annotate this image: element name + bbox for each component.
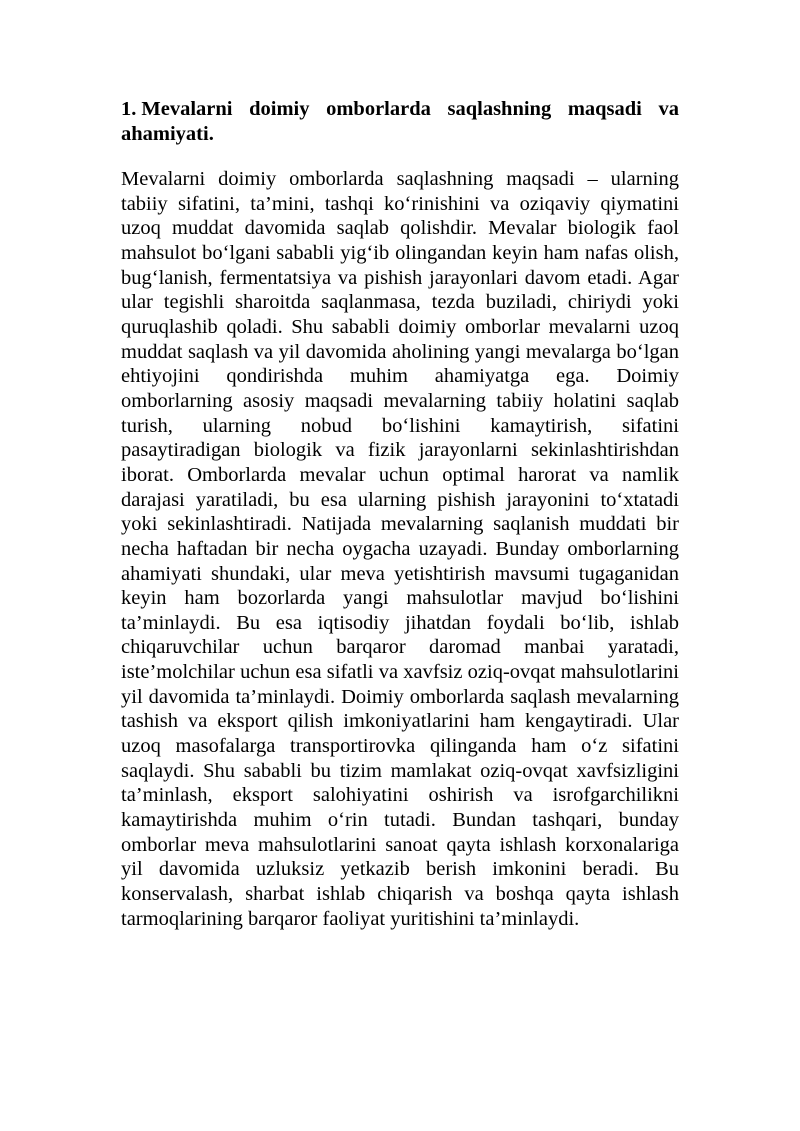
section-number: 1.	[121, 98, 137, 120]
document-content	[121, 97, 679, 931]
section-title: Mevalarni doimiy omborlarda saqlashning maqsadi va ahamiyati.	[121, 98, 679, 145]
section-heading	[121, 97, 679, 147]
body-paragraph: Mevalarni doimiy omborlarda saqlashning maqsadi – ularning tabiiy sifatini, ta’mini, tashqi ko‘rinishini va oziqaviy qiymatini uzoq muddat davomida saqlab qolishdir. Mevalar biologik faol mahsulot bo‘lgani sababli yig‘ib olingandan keyin ham nafas olish, bug‘lanish, fermentatsiya va pishish jarayonlari davom etadi. Agar ular tegishli sharoitda saqlanmasa, tezda buziladi, chiriydi yoki quruqlashib qoladi. Shu sababli doimiy omborlar mevalarni uzoq muddat saqlash va yil davomida aholining yangi mevalarga bo‘lgan ehtiyojini qondirishda muhim ahamiyatga ega. Doimiy omborlarning asosiy maqsadi mevalarning tabiiy holatini saqlab turish, ularning nobud bo‘lishini kamaytirish, sifatini pasaytiradigan biologik va fizik jarayonlarni sekinlashtirishdan iborat. Omborlarda mevalar uchun optimal harorat va namlik darajasi yaratiladi, bu esa ularning pishish jarayonini to‘xtatadi yoki sekinlashtiradi. Natijada mevalarning saqlanish muddati bir necha haftadan bir necha oygacha uzayadi. Bunday omborlarning ahamiyati shundaki, ular meva yetishtirish mavsumi tugaganidan keyin ham bozorlarda yangi mahsulotlar mavjud bo‘lishini ta’minlaydi. Bu esa iqtisodiy jihatdan foydali bo‘lib, ishlab chiqaruvchilar uchun barqaror daromad manbai yaratadi, iste’molchilar uchun esa sifatli va xavfsiz oziq-ovqat mahsulotlarini yil davomida ta’minlaydi. Doimiy omborlarda saqlash mevalarning tashish va eksport qilish imkoniyatlarini ham kengaytiradi. Ular uzoq masofalarga transportirovka qilinganda ham o‘z sifatini saqlaydi. Shu sababli bu tizim mamlakat oziq-ovqat xavfsizligini ta’minlash, eksport salohiyatini oshirish va isrofgarchilikni kamaytirishda muhim o‘rin tutadi. Bundan tashqari, bunday omborlar meva mahsulotlarini sanoat qayta ishlash korxonalariga yil davomida uzluksiz yetkazib berish imkonini beradi. Bu konservalash, sharbat ishlab chiqarish va boshqa qayta ishlash tarmoqlarining barqaror faoliyat yuritishini ta’minlaydi.	[121, 168, 679, 930]
